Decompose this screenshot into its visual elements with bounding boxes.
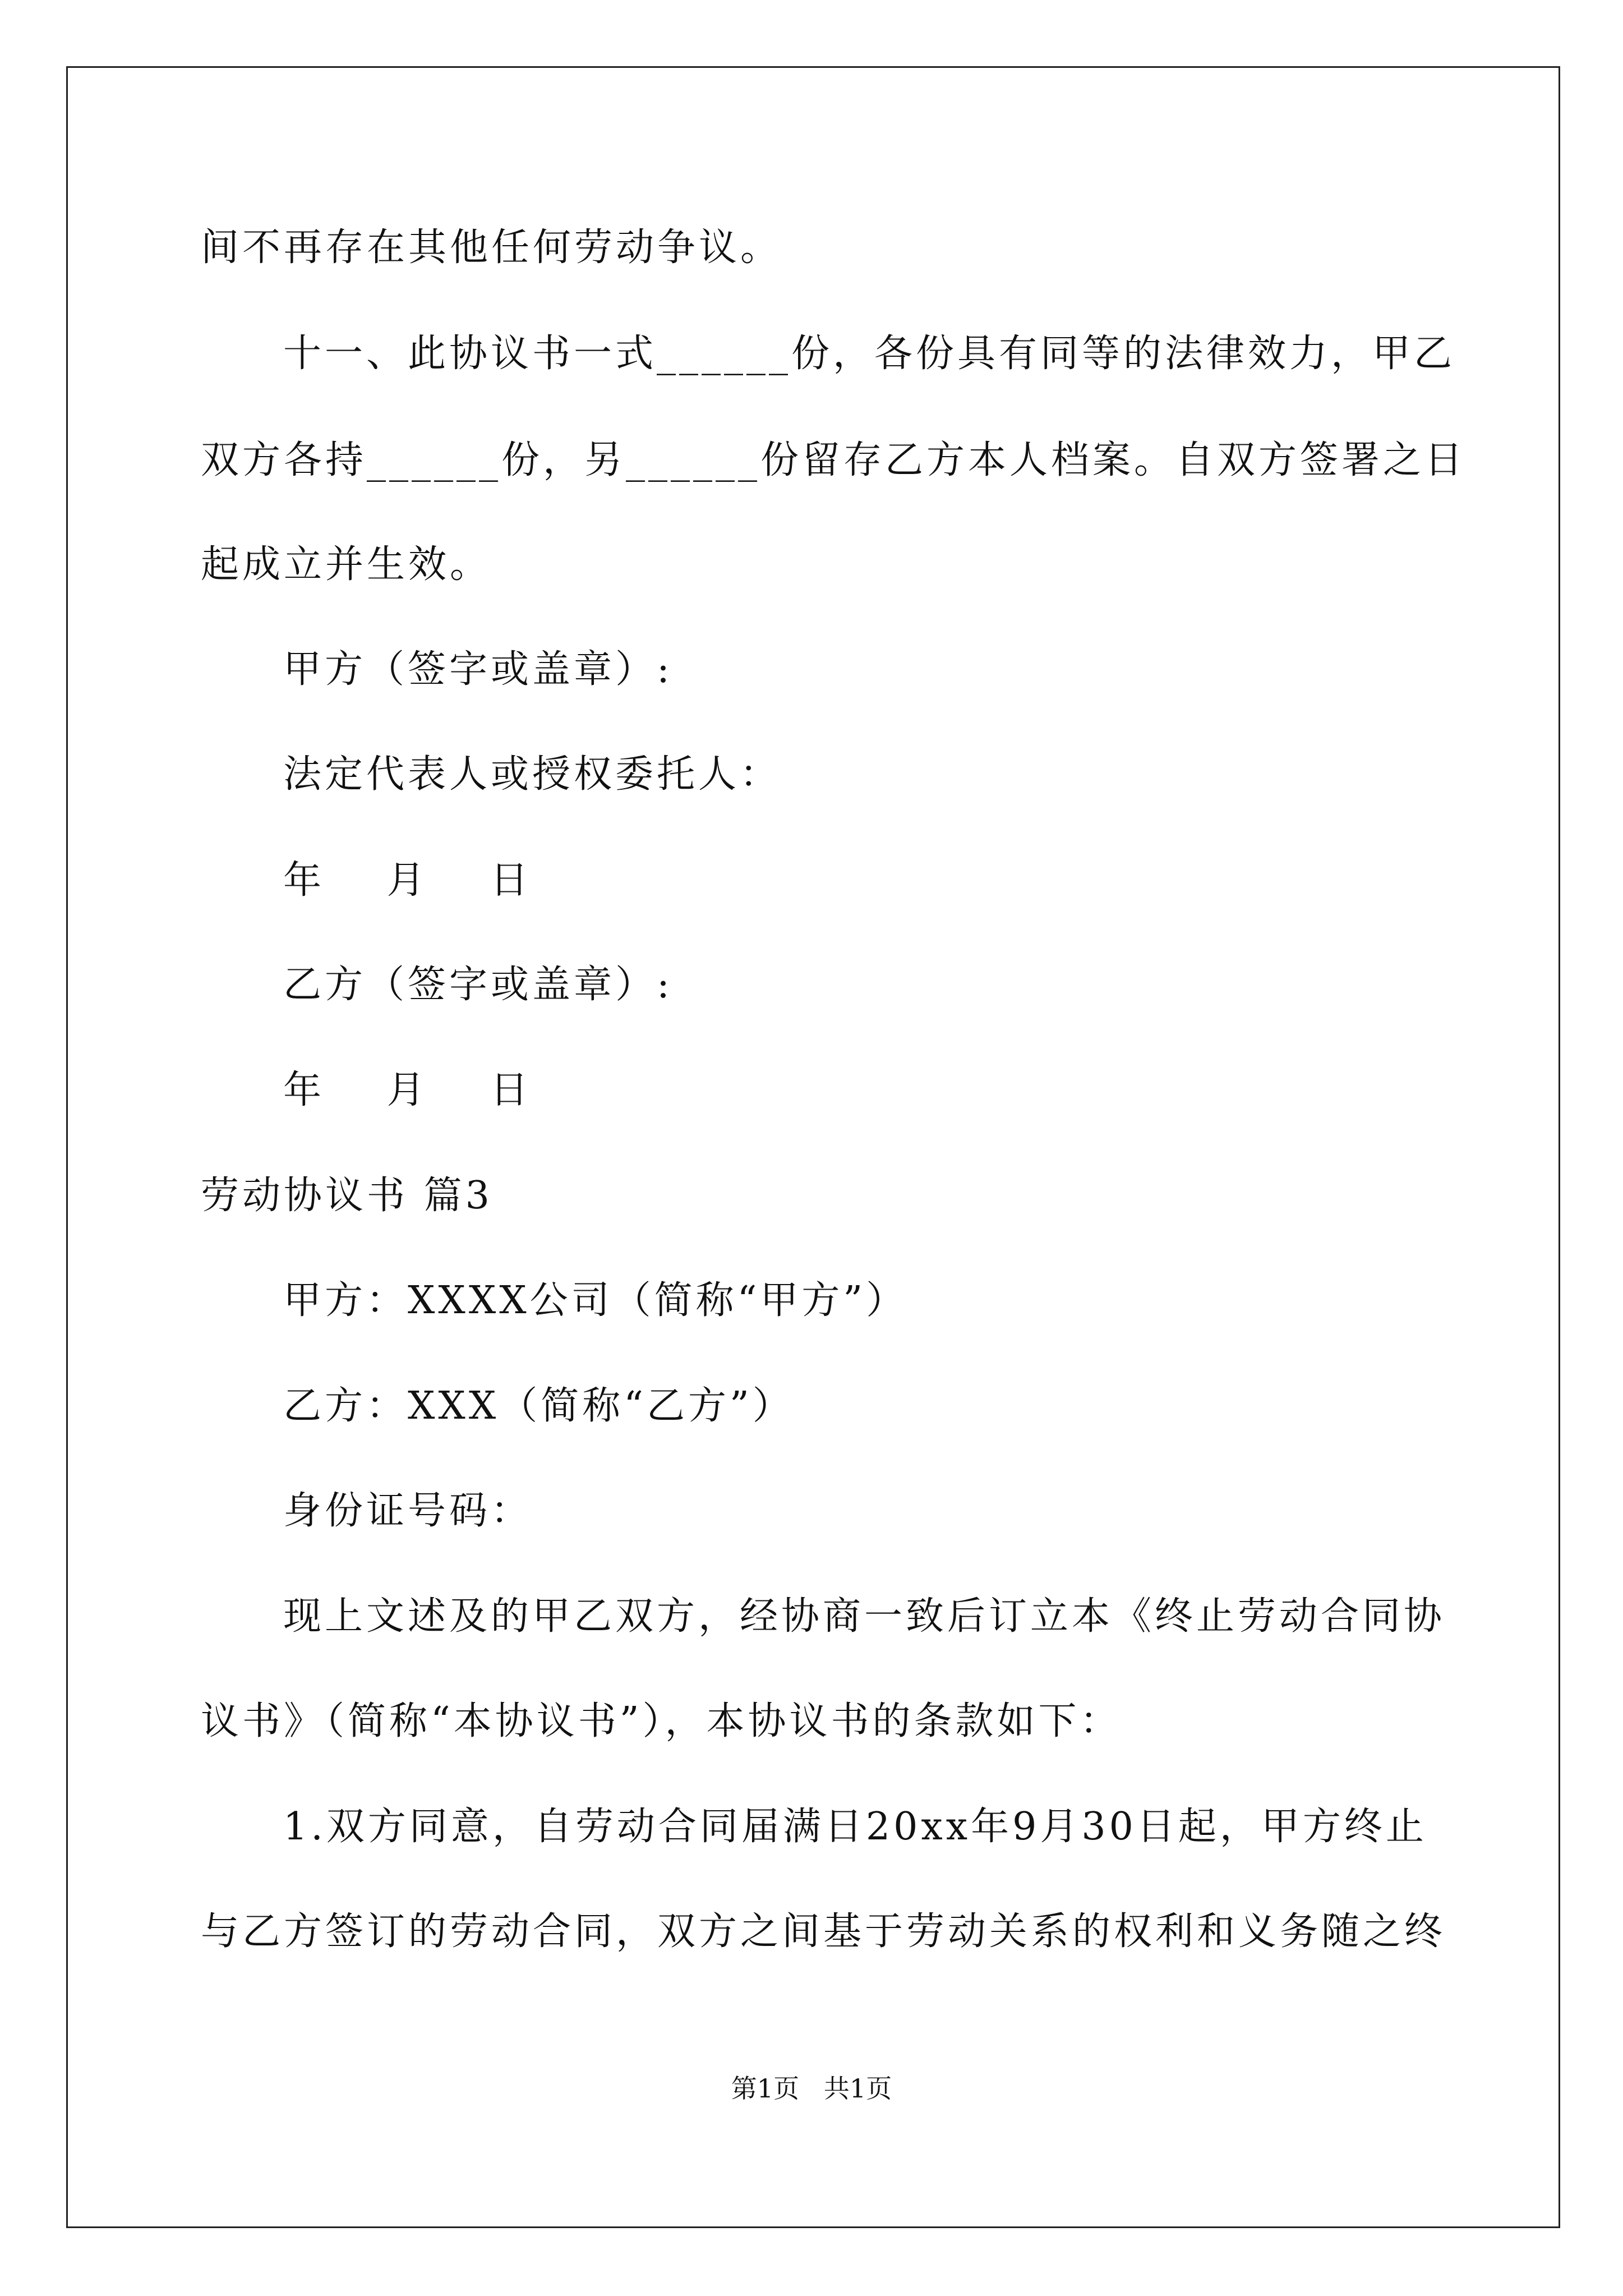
party-a-line: 甲方：XXXX公司（简称“甲方”）: [283, 1278, 908, 1323]
body-line: 间不再存在其他任何劳动争议。: [201, 226, 782, 270]
body-line: 与乙方签订的劳动合同，双方之间基于劳动关系的权利和义务随之终: [201, 1910, 1446, 1954]
party-b-signature-line: 乙方（签字或盖章）:: [283, 963, 673, 1007]
party-b-line: 乙方：XXX（简称“乙方”）: [283, 1384, 794, 1428]
body-line: 起成立并生效。: [201, 542, 492, 587]
date-line: 年 月 日: [283, 858, 532, 903]
date-line: 年 月 日: [283, 1068, 532, 1112]
page-number-footer: 第1页 共1页: [731, 2073, 892, 2104]
party-a-signature-line: 甲方（签字或盖章）:: [283, 647, 673, 692]
id-number-line: 身份证号码：: [283, 1489, 533, 1533]
body-line: 议书》（简称“本协议书”），本协议书的条款如下：: [201, 1699, 1122, 1743]
legal-representative-line: 法定代表人或授权委托人：: [283, 752, 782, 797]
body-line: 双方各持______份，另______份留存乙方本人档案。自双方签署之日: [201, 438, 1467, 482]
body-line: 现上文述及的甲乙双方，经协商一致后订立本《终止劳动合同协: [283, 1594, 1446, 1639]
section-heading: 劳动协议书 篇3: [201, 1174, 493, 1218]
clause-one-line: 1.双方同意，自劳动合同届满日20xx年9月30日起，甲方终止: [283, 1805, 1427, 1849]
page-border: [66, 66, 1560, 2228]
clause-eleven-line: 十一、此协议书一式______份，各份具有同等的法律效力，甲乙: [283, 332, 1456, 376]
